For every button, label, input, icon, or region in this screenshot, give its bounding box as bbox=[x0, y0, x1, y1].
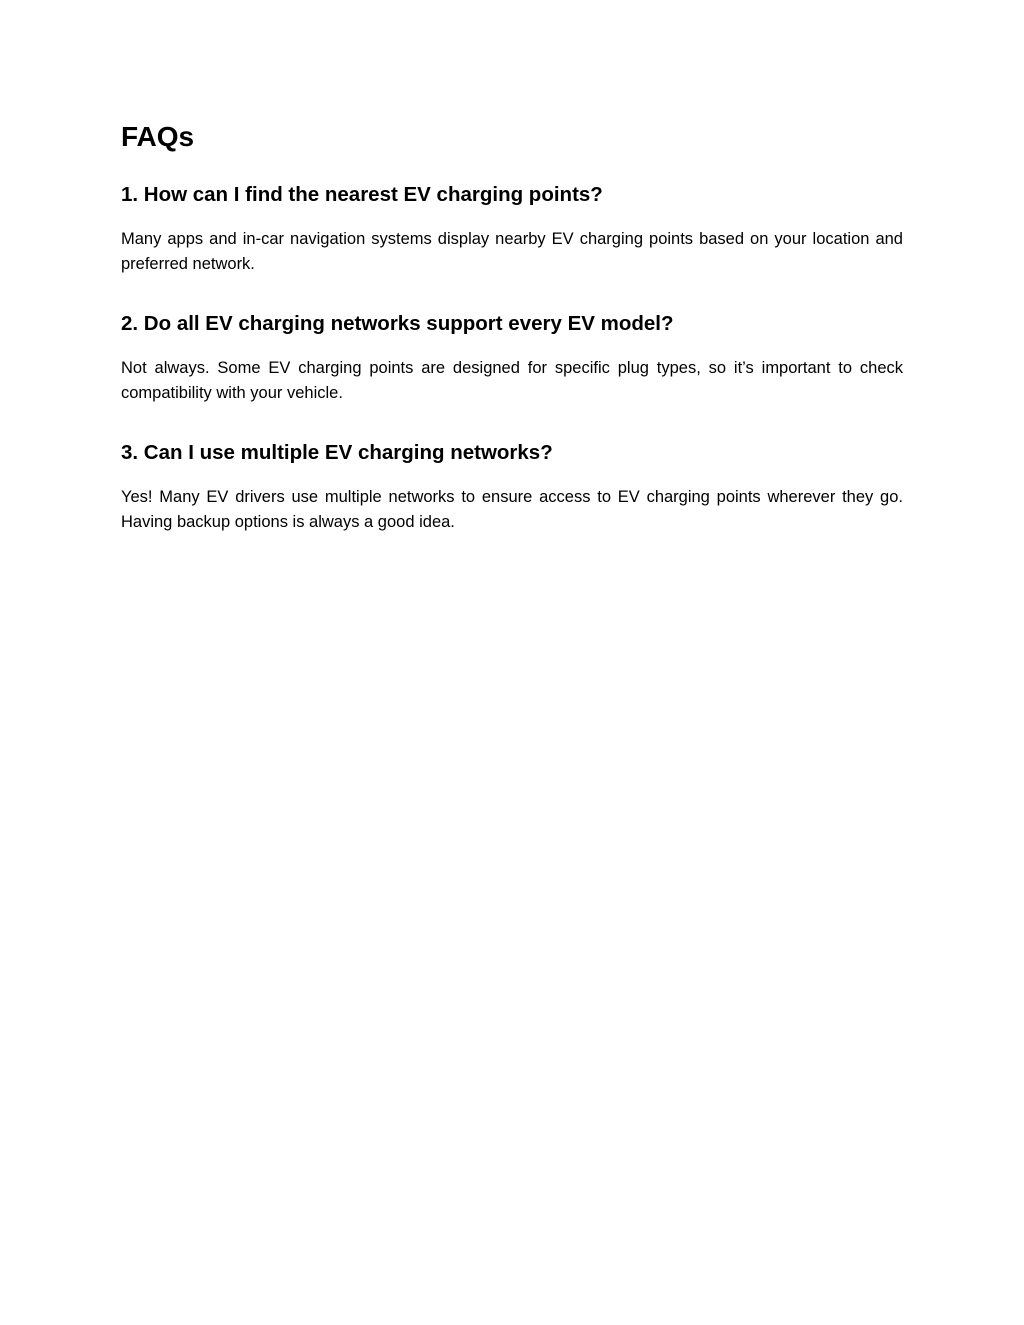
faq-question: 2. Do all EV charging networks support every EV model? bbox=[121, 312, 674, 335]
page-title: FAQs bbox=[121, 121, 195, 152]
faq-question: 1. How can I find the nearest EV charging points? bbox=[121, 183, 603, 206]
faq-question: 3. Can I use multiple EV charging networks? bbox=[121, 441, 553, 464]
faq-item-2 bbox=[121, 311, 903, 405]
faq-item-1 bbox=[121, 182, 903, 276]
document-page bbox=[121, 118, 903, 534]
faq-answer: Not always. Some EV charging points are designed for specific plug types, so it’s important to check compatibility with your vehicle. bbox=[121, 359, 903, 402]
faq-item-3 bbox=[121, 440, 903, 534]
faq-answer: Yes! Many EV drivers use multiple networks to ensure access to EV charging points wherever they go. Having backup options is always a good idea. bbox=[121, 488, 903, 531]
faq-answer: Many apps and in-car navigation systems display nearby EV charging points based on your location and preferred network. bbox=[121, 230, 903, 273]
